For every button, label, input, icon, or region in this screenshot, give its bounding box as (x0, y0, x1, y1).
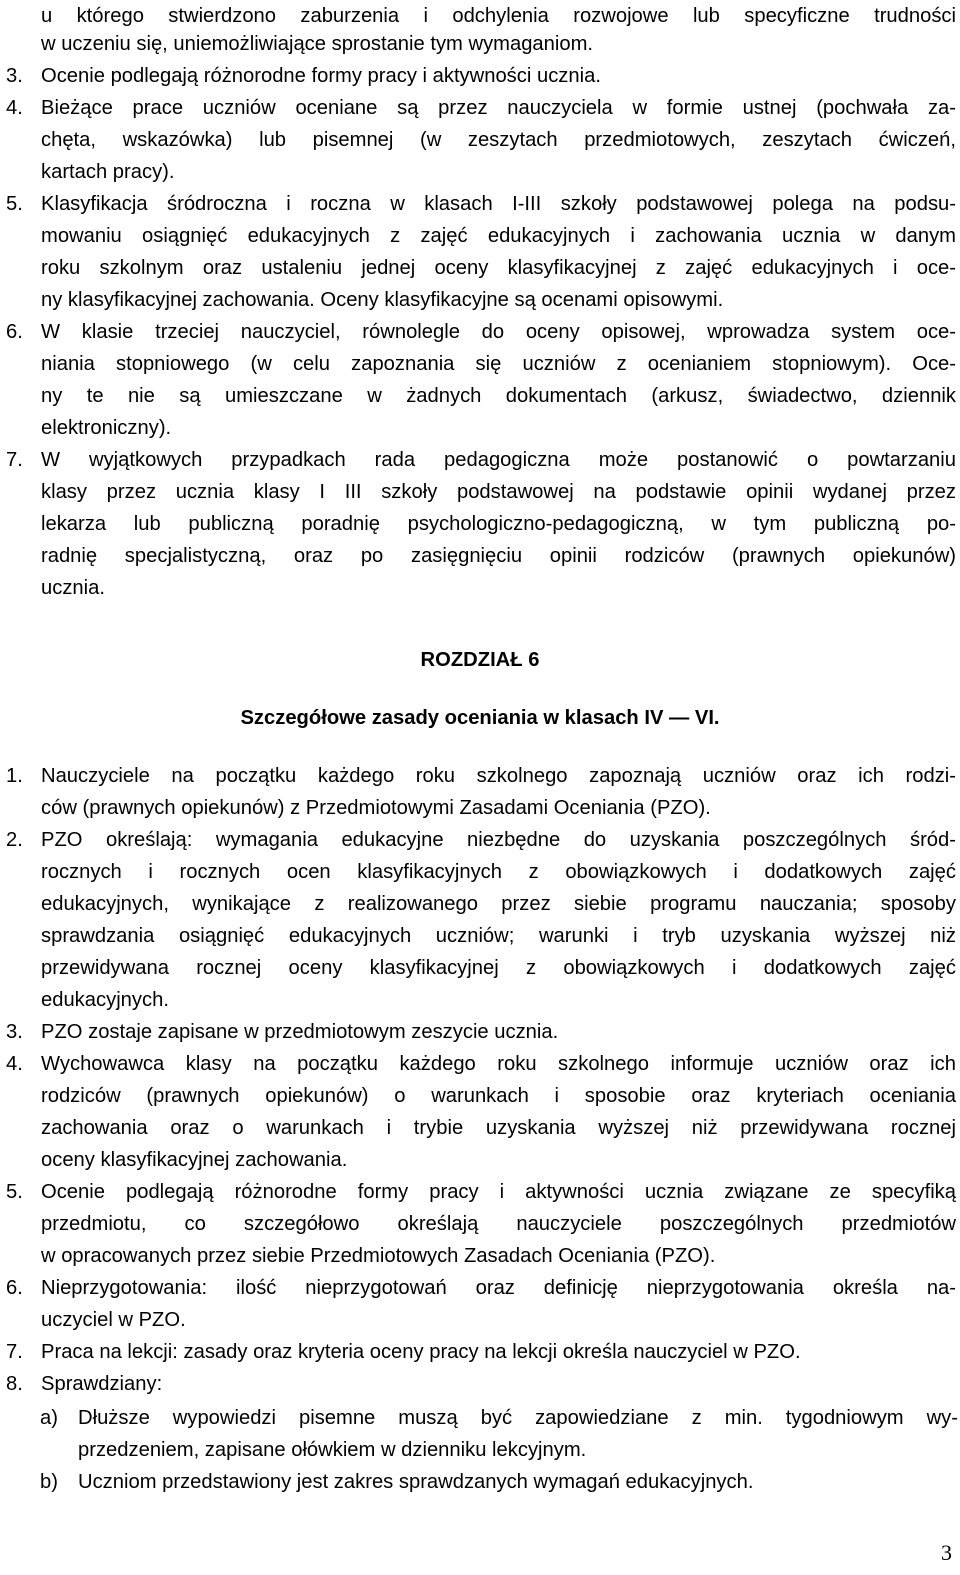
text-line: radnię specjalistyczną, oraz po zasięgnięciu opinii rodziców (prawnych opiekunów) (41, 545, 956, 567)
text-line: lekarza lub publiczną poradnię psychologiczno-pedagogiczną, w tym publiczną po- (41, 513, 956, 535)
text-line: W klasie trzeciej nauczyciel, równolegle do oceny opisowej, wprowadza system oce- (41, 321, 956, 343)
list-number: 5. (6, 193, 23, 215)
text-line: edukacyjnych. (41, 989, 169, 1011)
text-line: Nauczyciele na początku każdego roku szkolnego zapoznają uczniów oraz ich rodzi- (41, 765, 956, 787)
list-number: 4. (6, 1053, 23, 1075)
text-line: rodziców (prawnych opiekunów) o warunkach i sposobie oraz kryteriach oceniania (41, 1085, 956, 1107)
list-number: 3. (6, 1021, 23, 1043)
text-line: Ocenie podlegają różnorodne formy pracy i aktywności ucznia. (41, 65, 601, 87)
text-line: edukacyjnych, wynikające z realizowanego przez siebie programu nauczania; sposoby (41, 893, 956, 915)
chapter-title: ROZDZIAŁ 6 (420, 649, 540, 671)
list-number: 6. (6, 321, 23, 343)
text-line: W wyjątkowych przypadkach rada pedagogiczna może postanowić o powtarzaniu (41, 449, 956, 471)
text-line: PZO zostaje zapisane w przedmiotowym zeszycie ucznia. (41, 1021, 559, 1043)
sub-list-letter: b) (40, 1471, 58, 1493)
text-line: chęta, wskazówka) lub pisemnej (w zeszytach przedmiotowych, zeszytach ćwiczeń, (41, 129, 956, 151)
text-line: przedzeniem, zapisane ołówkiem w dzienniku lekcyjnym. (78, 1439, 587, 1461)
text-line: ców (prawnych opiekunów) z Przedmiotowymi Zasadami Oceniania (PZO). (41, 797, 711, 819)
text-line: Klasyfikacja śródroczna i roczna w klasach I-III szkoły podstawowej polega na podsu- (41, 193, 956, 215)
text-line: przewidywana rocznej oceny klasyfikacyjnej z obowiązkowych i dodatkowych zajęć (41, 957, 956, 979)
text-line: u którego stwierdzono zaburzenia i odchylenia rozwojowe lub specyficzne trudności (41, 5, 956, 27)
text-line: Sprawdziany: (41, 1373, 163, 1395)
text-line: elektroniczny). (41, 417, 172, 439)
page-number: 3 (941, 1540, 952, 1565)
text-line: Dłuższe wypowiedzi pisemne muszą być zapowiedziane z min. tygodniowym wy- (78, 1407, 958, 1429)
list-number: 5. (6, 1181, 23, 1203)
text-line: uczyciel w PZO. (41, 1309, 186, 1331)
text-line: roku szkolnym oraz ustaleniu jednej oceny klasyfikacyjnej z zajęć edukacyjnych i oce- (41, 257, 956, 279)
list-number: 2. (6, 829, 23, 851)
text-line: ucznia. (41, 577, 105, 599)
text-line: mowaniu osiągnięć edukacyjnych z zajęć edukacyjnych i zachowania ucznia w danym (41, 225, 956, 247)
sub-list-letter: a) (40, 1407, 58, 1429)
text-line: niania stopniowego (w celu zapoznania się uczniów z ocenianiem stopniowym). Oce- (41, 353, 956, 375)
chapter-subtitle: Szczegółowe zasady oceniania w klasach IV — VI. (240, 707, 720, 729)
text-line: klasy przez ucznia klasy I III szkoły podstawowej na podstawie opinii wydanej przez (41, 481, 956, 503)
list-number: 7. (6, 449, 23, 471)
text-line: rocznych i rocznych ocen klasyfikacyjnych z obowiązkowych i dodatkowych zajęć (41, 861, 956, 883)
text-line: zachowania oraz o warunkach i trybie uzyskania wyższej niż przewidywana rocznej (41, 1117, 956, 1139)
text-line: przedmiotu, co szczegółowo określają nauczyciele poszczególnych przedmiotów (41, 1213, 956, 1235)
text-line: sprawdzania osiągnięć edukacyjnych uczniów; warunki i tryb uzyskania wyższej niż (41, 925, 956, 947)
list-number: 4. (6, 97, 23, 119)
list-number: 8. (6, 1373, 23, 1395)
text-line: Praca na lekcji: zasady oraz kryteria oceny pracy na lekcji określa nauczyciel w PZO. (41, 1341, 801, 1363)
text-line: PZO określają: wymagania edukacyjne niezbędne do uzyskania poszczególnych śród- (41, 829, 956, 851)
list-number: 1. (6, 765, 23, 787)
text-line: oceny klasyfikacyjnej zachowania. (41, 1149, 348, 1171)
text-line: Bieżące prace uczniów oceniane są przez nauczyciela w formie ustnej (pochwała za- (41, 97, 956, 119)
list-number: 6. (6, 1277, 23, 1299)
text-line: w uczeniu się, uniemożliwiające sprostanie tym wymaganiom. (41, 33, 594, 55)
text-line: Uczniom przedstawiony jest zakres sprawdzanych wymagań edukacyjnych. (78, 1471, 754, 1493)
text-line: ny klasyfikacyjnej zachowania. Oceny klasyfikacyjne są ocenami opisowymi. (41, 289, 724, 311)
text-line: Nieprzygotowania: ilość nieprzygotowań oraz definicję nieprzygotowania określa na- (41, 1277, 956, 1299)
text-line: Wychowawca klasy na początku każdego roku szkolnego informuje uczniów oraz ich (41, 1053, 956, 1075)
text-line: kartach pracy). (41, 161, 175, 183)
text-line: Ocenie podlegają różnorodne formy pracy i aktywności ucznia związane ze specyfiką (41, 1181, 956, 1203)
text-line: ny te nie są umieszczane w żadnych dokumentach (arkusz, świadectwo, dziennik (41, 385, 956, 407)
text-line: w opracowanych przez siebie Przedmiotowych Zasadach Oceniania (PZO). (41, 1245, 716, 1267)
list-number: 3. (6, 65, 23, 87)
list-number: 7. (6, 1341, 23, 1363)
